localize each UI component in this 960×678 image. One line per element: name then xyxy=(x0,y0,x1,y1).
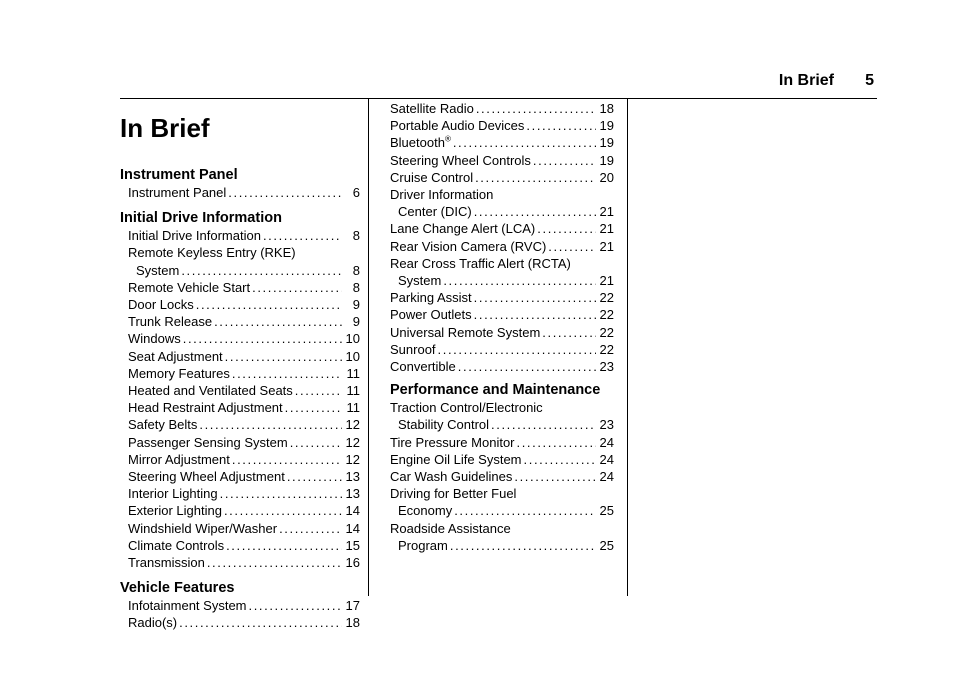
toc-page-number: 11 xyxy=(346,383,360,399)
toc-column-right xyxy=(390,100,614,554)
toc-section xyxy=(120,579,360,631)
section-heading: Performance and Maintenance xyxy=(390,382,601,399)
dot-leader xyxy=(285,399,342,416)
section-heading: Initial Drive Information xyxy=(120,210,282,227)
toc-entry-label: Steering Wheel Controls xyxy=(390,152,531,168)
toc-entry[interactable] xyxy=(390,186,614,220)
toc-entry-label: System xyxy=(398,273,442,289)
toc-column-left xyxy=(120,100,360,632)
toc-entry-label: Rear Vision Camera (RVC) xyxy=(390,238,547,254)
toc-entry[interactable] xyxy=(120,614,360,631)
toc-entry[interactable] xyxy=(390,306,614,323)
toc-entry[interactable] xyxy=(120,382,360,399)
toc-entry-label: Remote Keyless Entry (RKE) xyxy=(128,245,296,261)
toc-page-number: 12 xyxy=(345,417,360,433)
toc-entry-label: Satellite Radio xyxy=(390,101,474,116)
toc-entry-label: Portable Audio Devices xyxy=(390,118,525,134)
toc-entry-label: Heated and Ventilated Seats xyxy=(128,383,293,399)
toc-entry[interactable] xyxy=(390,134,614,151)
toc-page-number: 20 xyxy=(599,169,614,185)
dot-leader xyxy=(476,100,596,117)
toc-entry-label: Transmission xyxy=(128,555,205,571)
toc-entry-label: Economy xyxy=(398,503,453,519)
toc-entry[interactable] xyxy=(390,169,614,186)
dot-leader xyxy=(224,502,342,519)
toc-page-number: 23 xyxy=(599,417,614,433)
toc-entry-label: Radio(s) xyxy=(128,615,178,631)
toc-entry-label: Cruise Control xyxy=(390,169,474,185)
toc-page-number: 16 xyxy=(345,555,360,571)
dot-leader xyxy=(179,614,342,631)
toc-entry-label: Engine Oil Life System xyxy=(390,451,522,467)
toc-entry-label: Passenger Sensing System xyxy=(128,434,288,450)
dot-leader xyxy=(474,289,596,306)
toc-entry-label: Roadside Assistance xyxy=(390,520,511,536)
toc-entry[interactable] xyxy=(120,468,360,485)
toc-page-number: 18 xyxy=(345,615,360,631)
toc-page-number: 6 xyxy=(352,185,360,200)
toc-page-number: 12 xyxy=(345,434,360,450)
toc-entry[interactable] xyxy=(390,341,614,358)
toc-page-number: 8 xyxy=(352,279,360,295)
toc-entry-label: Program xyxy=(398,537,448,553)
toc-page-number: 24 xyxy=(599,434,614,450)
toc-page-number: 21 xyxy=(599,273,614,289)
toc-page-number: 22 xyxy=(599,290,614,306)
running-header xyxy=(120,70,877,99)
toc-entry[interactable] xyxy=(120,502,360,519)
toc-entry[interactable] xyxy=(390,485,614,519)
toc-entry-label: Safety Belts xyxy=(128,417,198,433)
toc-page-number: 25 xyxy=(599,537,614,553)
toc-page-number: 12 xyxy=(345,451,360,467)
toc-page-number: 14 xyxy=(345,503,360,519)
toc-entry[interactable] xyxy=(120,416,360,433)
toc-entry[interactable] xyxy=(120,227,360,244)
toc-entry[interactable] xyxy=(120,313,360,330)
toc-entry-label: Memory Features xyxy=(128,365,230,381)
toc-entry-label: Interior Lighting xyxy=(128,486,218,502)
toc-entry-label: Stability Control xyxy=(398,417,490,433)
toc-page-number: 22 xyxy=(599,341,614,357)
dot-leader xyxy=(226,537,342,554)
toc-entry-label: Driver Information xyxy=(390,187,494,203)
toc-entry-label: Traction Control/Electronic xyxy=(390,400,543,416)
toc-entry-label: Initial Drive Information xyxy=(128,228,261,244)
toc-entry[interactable] xyxy=(120,434,360,451)
toc-page-number: 15 xyxy=(345,537,360,553)
toc-entry-label: Windows xyxy=(128,331,181,347)
toc-entry-label: Head Restraint Adjustment xyxy=(128,400,283,416)
toc-entry-label: Tire Pressure Monitor xyxy=(390,434,515,450)
toc-entry[interactable] xyxy=(390,451,614,468)
header-page-number: 5 xyxy=(865,72,874,89)
toc-entry[interactable] xyxy=(120,296,360,313)
toc-page-number: 19 xyxy=(599,118,614,134)
dot-leader xyxy=(207,554,342,571)
registered-mark: ® xyxy=(444,135,451,145)
toc-page-number: 11 xyxy=(346,400,360,416)
toc-entry-label: Power Outlets xyxy=(390,307,472,323)
toc-entry-label: Remote Vehicle Start xyxy=(128,279,251,295)
toc-entry[interactable] xyxy=(390,468,614,485)
toc-entry[interactable] xyxy=(390,324,614,341)
dot-leader xyxy=(453,134,596,151)
toc-entry-label: Door Locks xyxy=(128,297,194,313)
section-heading: Vehicle Features xyxy=(120,580,235,597)
dot-leader xyxy=(438,341,596,358)
toc-entry[interactable] xyxy=(390,289,614,306)
toc-entry[interactable] xyxy=(120,554,360,571)
toc-entry[interactable] xyxy=(390,100,614,117)
toc-entry-label: Sunroof xyxy=(390,341,436,357)
toc-page-number: 19 xyxy=(599,135,614,151)
dot-leader xyxy=(533,152,596,169)
toc-page-number: 25 xyxy=(599,503,614,519)
toc-entry[interactable] xyxy=(120,597,360,614)
toc-page-number: 10 xyxy=(345,331,360,347)
toc-page-number: 19 xyxy=(599,152,614,168)
dot-leader xyxy=(295,382,342,399)
dot-leader xyxy=(199,416,342,433)
dot-leader xyxy=(517,434,597,451)
toc-entry[interactable] xyxy=(390,434,614,451)
toc-entry[interactable] xyxy=(120,244,360,278)
toc-entry[interactable] xyxy=(390,152,614,169)
toc-entry[interactable] xyxy=(390,520,614,554)
toc-entry-label: Center (DIC) xyxy=(398,204,472,220)
toc-entry-label: Bluetooth® xyxy=(390,135,451,151)
toc-entry[interactable] xyxy=(120,348,360,365)
dot-leader xyxy=(537,220,596,237)
dot-leader xyxy=(249,597,343,614)
toc-entry[interactable] xyxy=(120,184,360,201)
toc-entry[interactable] xyxy=(120,330,360,347)
toc-page-number: 8 xyxy=(352,228,360,244)
toc-entry-label: Car Wash Guidelines xyxy=(390,469,513,485)
dot-leader xyxy=(232,451,342,468)
header-title: In Brief xyxy=(778,72,834,89)
dot-leader xyxy=(196,296,342,313)
toc-entry-label: Climate Controls xyxy=(128,537,225,553)
toc-entry[interactable] xyxy=(120,485,360,502)
dot-leader xyxy=(181,262,342,279)
toc-page-number: 18 xyxy=(599,101,614,116)
dot-leader xyxy=(474,203,596,220)
toc-page-number: 24 xyxy=(599,469,614,485)
dot-leader xyxy=(183,330,342,347)
dot-leader xyxy=(458,358,596,375)
dot-leader xyxy=(548,238,596,255)
dot-leader xyxy=(232,365,342,382)
toc-page-number: 14 xyxy=(345,520,360,536)
toc-page-number: 21 xyxy=(599,238,614,254)
dot-leader xyxy=(228,184,342,201)
toc-entry[interactable] xyxy=(390,399,614,433)
toc-entry[interactable] xyxy=(390,220,614,237)
toc-section xyxy=(120,209,360,571)
toc-section xyxy=(390,100,614,375)
dot-leader xyxy=(474,306,596,323)
toc-entry[interactable] xyxy=(120,451,360,468)
toc-entry-label: Mirror Adjustment xyxy=(128,451,230,467)
dot-leader xyxy=(542,324,596,341)
toc-page-number: 10 xyxy=(345,348,360,364)
dot-leader xyxy=(450,537,596,554)
toc-page-number: 22 xyxy=(599,307,614,323)
dot-leader xyxy=(290,434,342,451)
dot-leader xyxy=(225,348,342,365)
toc-entry[interactable] xyxy=(120,279,360,296)
dot-leader xyxy=(252,279,342,296)
dot-leader xyxy=(526,117,596,134)
toc-entry-label: System xyxy=(136,262,180,278)
toc-entry[interactable] xyxy=(390,117,614,134)
toc-page-number: 22 xyxy=(599,324,614,340)
toc-page-number: 13 xyxy=(345,469,360,485)
toc-entry[interactable] xyxy=(120,399,360,416)
toc-entry-label: Driving for Better Fuel xyxy=(390,486,517,502)
column-divider xyxy=(368,99,369,596)
toc-page-number: 13 xyxy=(345,486,360,502)
toc-entry-label: Infotainment System xyxy=(128,598,247,614)
dot-leader xyxy=(263,227,342,244)
dot-leader xyxy=(491,416,596,433)
section-heading: Instrument Panel xyxy=(120,167,238,183)
toc-page-number: 8 xyxy=(352,262,360,278)
toc-entry-label: Windshield Wiper/Washer xyxy=(128,520,278,536)
toc-section xyxy=(390,381,614,554)
toc-entry-label: Exterior Lighting xyxy=(128,503,222,519)
toc-page-number: 23 xyxy=(599,359,614,375)
toc-entry[interactable] xyxy=(120,537,360,554)
toc-entry-label: Universal Remote System xyxy=(390,324,541,340)
page-title: In Brief xyxy=(120,113,210,143)
toc-page-number: 17 xyxy=(345,598,360,614)
toc-entry-label: Seat Adjustment xyxy=(128,348,223,364)
toc-entry-label: Steering Wheel Adjustment xyxy=(128,469,285,485)
toc-page-number: 21 xyxy=(599,204,614,220)
toc-entry[interactable] xyxy=(390,255,614,289)
dot-leader xyxy=(514,468,596,485)
toc-entry[interactable] xyxy=(390,358,614,375)
dot-leader xyxy=(220,485,342,502)
toc-entry-label: Parking Assist xyxy=(390,290,472,306)
toc-page-number: 9 xyxy=(352,314,360,330)
dot-leader xyxy=(443,272,596,289)
dot-leader xyxy=(454,502,596,519)
toc-entry[interactable] xyxy=(120,520,360,537)
toc-entry[interactable] xyxy=(390,238,614,255)
dot-leader xyxy=(524,451,596,468)
toc-page-number: 24 xyxy=(599,451,614,467)
toc-entry-label: Instrument Panel xyxy=(128,185,227,200)
toc-section xyxy=(120,166,360,201)
dot-leader xyxy=(287,468,342,485)
toc-entry-label: Lane Change Alert (LCA) xyxy=(390,221,536,237)
toc-entry[interactable] xyxy=(120,365,360,382)
column-divider xyxy=(627,99,628,596)
toc-entry-label: Trunk Release xyxy=(128,314,213,330)
toc-page-number: 11 xyxy=(346,365,360,381)
dot-leader xyxy=(214,313,342,330)
toc-page-number: 21 xyxy=(599,221,614,237)
toc-entry-label: Rear Cross Traffic Alert (RCTA) xyxy=(390,255,571,271)
toc-page-number: 9 xyxy=(352,297,360,313)
dot-leader xyxy=(475,169,596,186)
dot-leader xyxy=(279,520,342,537)
toc-entry-label: Convertible xyxy=(390,359,456,375)
